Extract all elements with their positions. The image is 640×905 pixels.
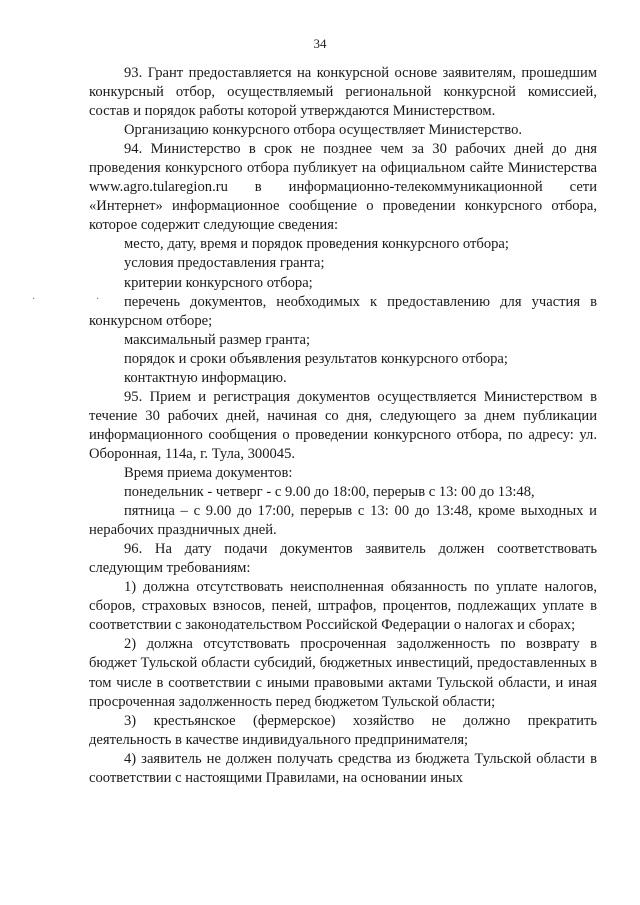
paragraph: 94. Министерство в срок не позднее чем за 30 рабочих дней до дня проведения конкурсного отбора публикует на официальном сайте Министерства www.agro.tularegion.ru в информационно-телекоммуникационной сети «Интернет» информационное сообщение о проведении конкурсного отбора, которое содержит следующие сведения: xyxy=(89,141,597,234)
paragraph: 93. Грант предоставляется на конкурсной основе заявителям, прошедшим конкурсный отбор, осуществляемый региональной конкурсной комиссией, состав и порядок работы которой утверждаются Министерством. xyxy=(89,65,597,120)
paragraph: пятница – с 9.00 до 17:00, перерыв с 13: 00 до 13:48, кроме выходных и нерабочих праздничных дней. xyxy=(89,503,597,539)
paragraph: 96. На дату подачи документов заявитель должен соответствовать следующим требованиям: xyxy=(89,541,597,577)
page-number: 34 xyxy=(313,36,327,51)
document-body xyxy=(89,64,597,788)
paragraph: 1) должна отсутствовать неисполненная обязанность по уплате налогов, сборов, страховых взносов, пеней, штрафов, процентов, подлежащих уплате в соответствии с законодательством Российской Федерации о налогах и сборах; xyxy=(89,579,597,634)
paragraph: порядок и сроки объявления результатов конкурсного отбора; xyxy=(124,350,508,367)
paragraph: условия предоставления гранта; xyxy=(124,255,325,272)
paragraph: понедельник - четверг - с 9.00 до 18:00, перерыв с 13: 00 до 13:48, xyxy=(124,484,535,501)
paragraph: 4) заявитель не должен получать средства из бюджета Тульской области в соответствии с настоящими Правилами, на основании иных xyxy=(89,750,597,786)
paragraph: 95. Прием и регистрация документов осуществляется Министерством в течение 30 рабочих дней, начиная со дня, следующего за днем публикации информационного сообщения о проведении конкурсного отбора, по адресу: ул. Оборонная, 114а, г. Тула, 300045. xyxy=(89,388,597,462)
margin-mark: · xyxy=(96,294,100,305)
paragraph: перечень документов, необходимых к предоставлению для участия в конкурсном отборе; xyxy=(89,293,597,329)
paragraph: критерии конкурсного отбора; xyxy=(124,274,313,291)
paragraph: Организацию конкурсного отбора осуществляет Министерство. xyxy=(124,122,523,139)
paragraph: максимальный размер гранта; xyxy=(124,331,311,348)
paragraph: место, дату, время и порядок проведения конкурсного отбора; xyxy=(124,236,509,253)
paragraph: 3) крестьянское (фермерское) хозяйство не должно прекратить деятельность в качестве индивидуального предпринимателя; xyxy=(89,712,597,748)
margin-mark: · xyxy=(32,294,36,305)
paragraph: Время приема документов: xyxy=(124,464,293,481)
paragraph: 2) должна отсутствовать просроченная задолженность по возврату в бюджет Тульской области субсидий, бюджетных инвестиций, предоставленных в том числе в соответствии с иными правовыми актами Тульской области, и иная просроченная задолженность перед бюджетом Тульской области; xyxy=(89,636,597,710)
paragraph: контактную информацию. xyxy=(124,369,287,386)
